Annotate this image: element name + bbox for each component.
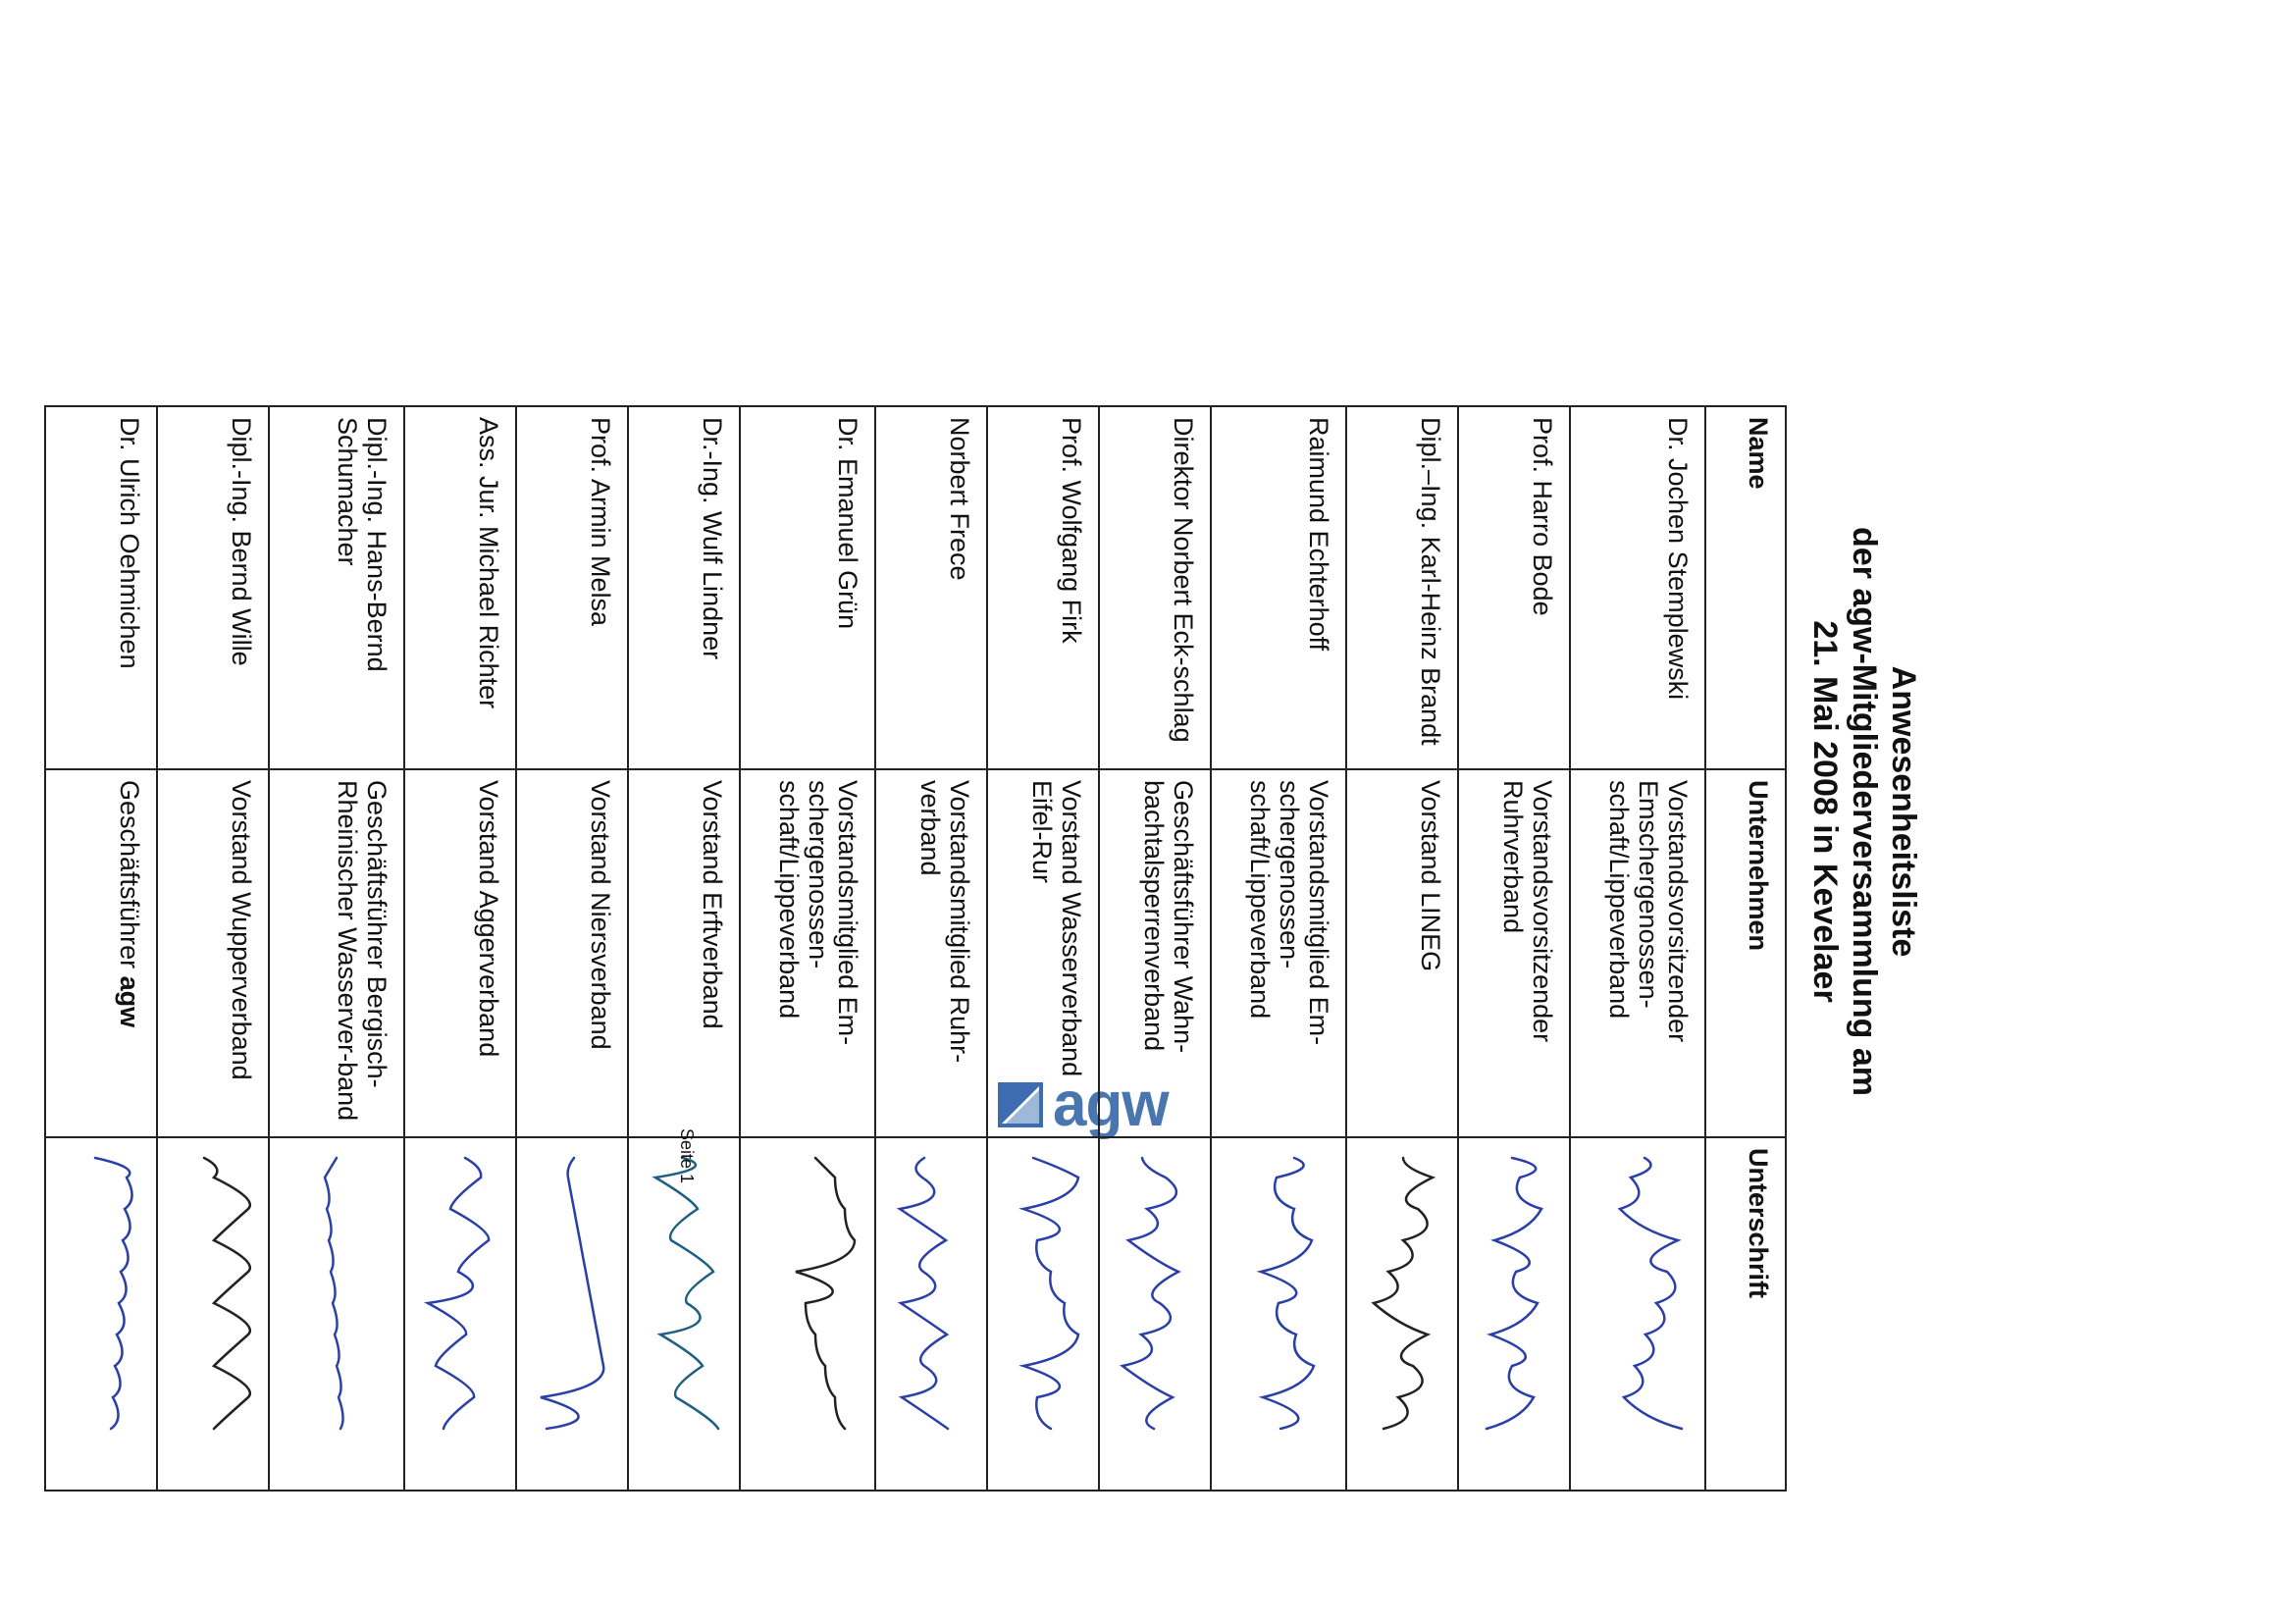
- company-text: Geschäftsführer Wahn-bachtalsperrenverband: [1139, 780, 1198, 1054]
- signature-cell: [269, 1137, 404, 1491]
- company-text: Vorstandsmitglied Em-schergenossen-schaft/Lippeverband: [1245, 780, 1333, 1046]
- company-text: Vorstand Wupperverband: [227, 780, 256, 1080]
- company-text: Vorstandsvorsitzender Ruhrverband: [1498, 780, 1557, 1043]
- signature-stroke: [1023, 1158, 1078, 1429]
- table-row: [875, 406, 987, 1491]
- signature-cell: [45, 1137, 157, 1491]
- signature-stroke: [900, 1158, 948, 1429]
- attendee-name: Prof. Harro Bode: [1458, 406, 1570, 769]
- attendee-name: Dipl.-Ing. Hans-Bernd Schumacher: [269, 406, 404, 769]
- header-company: Unternehmen: [1705, 769, 1786, 1137]
- header-signature: Unterschrift: [1705, 1137, 1786, 1491]
- attendee-name: Ass. Jur. Michael Richter: [404, 406, 516, 769]
- company-text: Vorstand Aggerverband: [474, 780, 503, 1058]
- signature-cell: [1211, 1137, 1346, 1491]
- attendee-name: Dr.-Ing. Wulf Lindner: [628, 406, 740, 769]
- attendee-name: Dr. Ulrich Oehmichen: [45, 406, 157, 769]
- company-text: Vorstand Wasserverband Eifel-Rur: [1027, 780, 1086, 1077]
- handwritten-signature: [766, 1138, 884, 1531]
- company-text: Geschäftsführer: [115, 780, 144, 969]
- attendee-company: [1346, 769, 1458, 1137]
- attendee-company: [1570, 769, 1705, 1137]
- attendee-company: [740, 769, 875, 1137]
- company-text: Vorstandsvorsitzender Emschergenossen-schaft/Lippeverband: [1604, 780, 1693, 1043]
- attendee-name: Prof. Wolfgang Firk: [987, 406, 1099, 769]
- handwritten-signature: [1596, 1138, 1714, 1531]
- signature-stroke: [1374, 1158, 1433, 1429]
- table-row: [740, 406, 875, 1491]
- table-row: [1099, 406, 1211, 1491]
- table-row: [628, 406, 740, 1491]
- handwritten-signature: [1102, 1138, 1220, 1531]
- handwritten-signature: [48, 1138, 166, 1531]
- signature-cell: [875, 1137, 987, 1491]
- signature-stroke: [796, 1158, 855, 1429]
- handwritten-signature: [1349, 1138, 1467, 1531]
- handwritten-signature: [1237, 1138, 1355, 1531]
- signature-cell: [1099, 1137, 1211, 1491]
- signature-stroke: [1487, 1158, 1541, 1429]
- table-row: [404, 406, 516, 1491]
- signature-cell: [740, 1137, 875, 1491]
- signature-cell: [404, 1137, 516, 1491]
- signature-cell: [516, 1137, 628, 1491]
- attendee-name: Prof. Armin Melsa: [516, 406, 628, 769]
- signature-stroke: [428, 1158, 489, 1429]
- table-row: [1570, 406, 1705, 1491]
- table-row: [1211, 406, 1346, 1491]
- attendee-company: [628, 769, 740, 1137]
- signature-stroke: [95, 1158, 132, 1429]
- attendee-name: Dr. Emanuel Grün: [740, 406, 875, 769]
- signature-cell: [1346, 1137, 1458, 1491]
- signature-stroke: [1261, 1158, 1314, 1429]
- table-row: [157, 406, 269, 1491]
- logo-text: agw: [1053, 1069, 1169, 1140]
- attendee-name: Dipl.-Ing. Bernd Wille: [157, 406, 269, 769]
- attendee-name: Dipl.–Ing. Karl-Heinz Brandt: [1346, 406, 1458, 769]
- company-text: Geschäftsführer Bergisch-Rheinischer Wasserver-band: [333, 780, 391, 1122]
- document-title: [1805, 0, 1923, 1623]
- company-bold-text: agw: [115, 975, 144, 1028]
- attendee-company: [1211, 769, 1346, 1137]
- signature-stroke: [655, 1158, 718, 1429]
- title-line-2: der agw-Mitgliederversammlung am: [1846, 526, 1883, 1097]
- attendee-company: [516, 769, 628, 1137]
- attendee-name: Raimund Echterhoff: [1211, 406, 1346, 769]
- company-text: Vorstand Niersverband: [586, 780, 615, 1050]
- attendee-company: [875, 769, 987, 1137]
- attendee-company: [404, 769, 516, 1137]
- handwritten-signature: [878, 1138, 996, 1531]
- attendee-name: Direktor Norbert Eck-schlag: [1099, 406, 1211, 769]
- header-name: Name: [1705, 406, 1786, 769]
- handwritten-signature: [631, 1138, 749, 1531]
- signature-cell: [628, 1137, 740, 1491]
- signature-cell: [987, 1137, 1099, 1491]
- signature-stroke: [1620, 1158, 1682, 1429]
- company-text: Vorstandsmitglied Ruhr-verband: [915, 780, 974, 1064]
- signature-cell: [157, 1137, 269, 1491]
- handwritten-signature: [407, 1138, 525, 1531]
- signature-stroke: [204, 1158, 250, 1429]
- handwritten-signature: [519, 1138, 637, 1531]
- header-row: [1705, 406, 1786, 1491]
- attendance-table: [44, 405, 1787, 1492]
- table-row: [269, 406, 404, 1491]
- title-line-3: 21. Mai 2008 in Kevelaer: [1806, 620, 1844, 1003]
- company-text: Vorstand LINEG: [1416, 780, 1445, 972]
- table-row: [1458, 406, 1570, 1491]
- title-line-1: Anwesenheitsliste: [1885, 665, 1922, 958]
- company-text: Vorstandsmitglied Em-schergenossen-schaft/Lippeverband: [774, 780, 862, 1046]
- handwritten-signature: [1461, 1138, 1579, 1531]
- attendee-company: [987, 769, 1099, 1137]
- table-row: [516, 406, 628, 1491]
- attendee-company: [157, 769, 269, 1137]
- table-row: [1346, 406, 1458, 1491]
- signature-cell: [1458, 1137, 1570, 1491]
- table-row: [987, 406, 1099, 1491]
- signature-cell: [1570, 1137, 1705, 1491]
- signature-stroke: [1122, 1158, 1178, 1429]
- attendee-name: Norbert Frece: [875, 406, 987, 769]
- page-number: Seite 1: [677, 1128, 697, 1184]
- attendee-company: [269, 769, 404, 1137]
- signature-stroke: [541, 1158, 603, 1429]
- company-text: Vorstand Erftverband: [698, 780, 727, 1029]
- table-row: [45, 406, 157, 1491]
- attendee-company: [1099, 769, 1211, 1137]
- attendee-name: Dr. Jochen Stemplewski: [1570, 406, 1705, 769]
- handwritten-signature: [295, 1138, 413, 1531]
- attendee-company: [1458, 769, 1570, 1137]
- attendee-company: [45, 769, 157, 1137]
- signature-stroke: [325, 1158, 343, 1429]
- handwritten-signature: [160, 1138, 278, 1531]
- handwritten-signature: [990, 1138, 1108, 1531]
